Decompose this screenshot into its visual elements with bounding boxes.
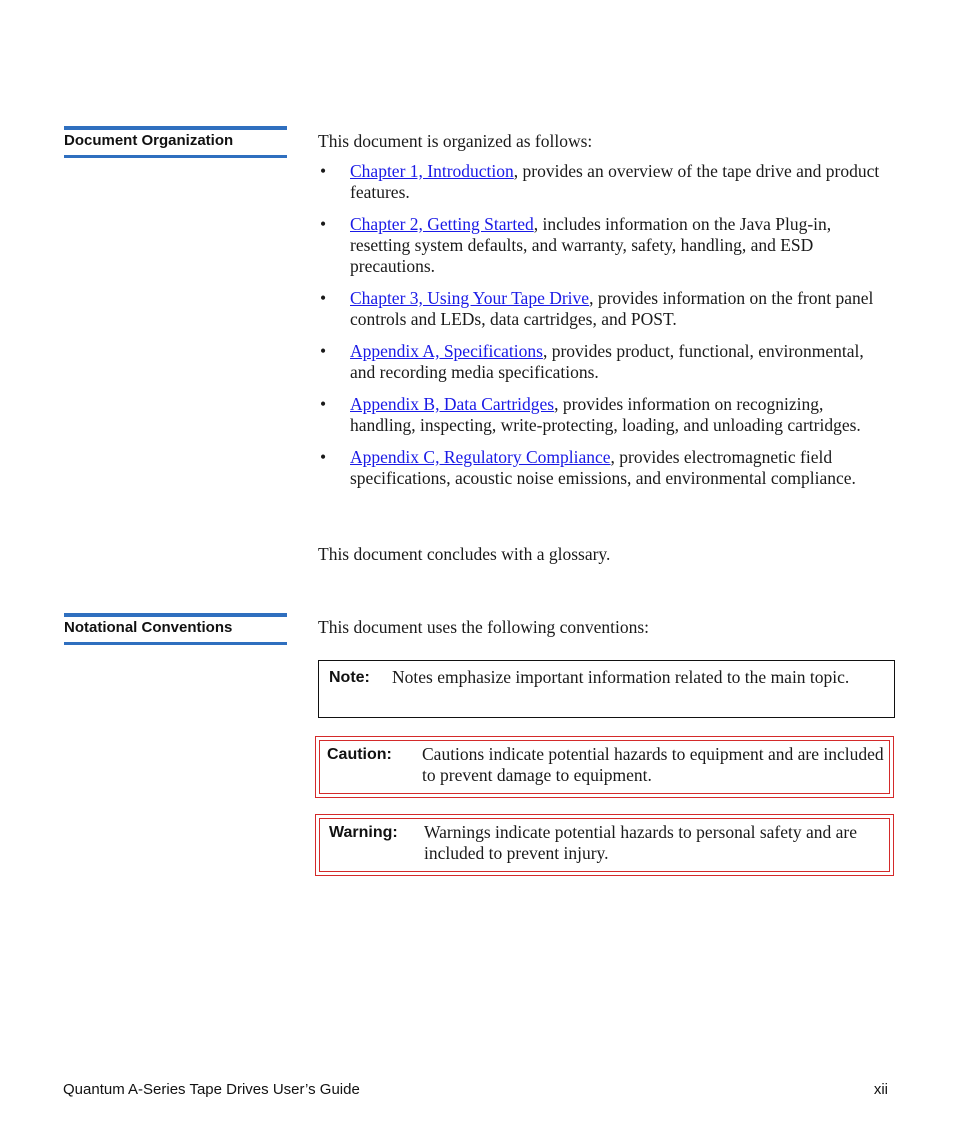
section-heading-notational-conventions bbox=[64, 613, 287, 645]
list-item-text: , provides electromagnetic field specifications, acoustic noise emissions, and environmental compliance. bbox=[350, 447, 856, 488]
bullet-icon: • bbox=[320, 394, 327, 414]
chapter-1-link[interactable]: Chapter 1, Introduction bbox=[350, 161, 514, 181]
bullet-icon: • bbox=[320, 288, 327, 308]
organization-list bbox=[318, 161, 893, 500]
bullet-icon: • bbox=[320, 447, 327, 467]
caution-box bbox=[315, 736, 894, 798]
list-item bbox=[318, 447, 893, 489]
section-heading-label: Notational Conventions bbox=[64, 619, 233, 636]
organization-conclusion: This document concludes with a glossary. bbox=[318, 544, 611, 564]
list-item-text: , provides product, functional, environmental, and recording media specifications. bbox=[350, 341, 864, 382]
note-text: Notes emphasize important information related to the main topic. bbox=[392, 667, 850, 687]
list-item bbox=[318, 341, 893, 383]
conventions-intro: This document uses the following conventions: bbox=[318, 617, 649, 637]
note-box bbox=[318, 660, 895, 718]
page-number: xii bbox=[873, 1081, 888, 1098]
list-item-text: , includes information on the Java Plug-in, resetting system defaults, and warranty, safety, handling, and ESD precautions. bbox=[350, 214, 832, 276]
chapter-3-link[interactable]: Chapter 3, Using Your Tape Drive bbox=[350, 288, 590, 308]
appendix-b-link[interactable]: Appendix B, Data Cartridges bbox=[350, 394, 555, 414]
list-item-text: , provides an overview of the tape drive and product features. bbox=[350, 161, 880, 202]
section-heading-label: Document Organization bbox=[64, 132, 234, 149]
caution-label: Caution: bbox=[327, 746, 392, 763]
list-item bbox=[318, 161, 893, 203]
chapter-2-link[interactable]: Chapter 2, Getting Started bbox=[350, 214, 534, 234]
bullet-icon: • bbox=[320, 161, 327, 181]
list-item bbox=[318, 288, 893, 330]
footer-title: Quantum A-Series Tape Drives User’s Guide bbox=[63, 1081, 360, 1098]
bullet-icon: • bbox=[320, 341, 327, 361]
note-label: Note: bbox=[329, 669, 370, 686]
appendix-c-link[interactable]: Appendix C, Regulatory Compliance bbox=[350, 447, 611, 467]
list-item bbox=[318, 214, 893, 277]
warning-label: Warning: bbox=[329, 824, 398, 841]
appendix-a-link[interactable]: Appendix A, Specifications bbox=[350, 341, 543, 361]
warning-box bbox=[315, 814, 894, 876]
bullet-icon: • bbox=[320, 214, 327, 234]
warning-text: Warnings indicate potential hazards to personal safety and are included to prevent injury. bbox=[424, 822, 858, 863]
section-heading-document-organization bbox=[64, 126, 287, 158]
caution-text: Cautions indicate potential hazards to equipment and are included to prevent damage to equipment. bbox=[422, 744, 884, 785]
organization-intro: This document is organized as follows: bbox=[318, 131, 593, 151]
list-item bbox=[318, 394, 893, 436]
list-item-text: , provides information on recognizing, handling, inspecting, write-protecting, loading, and unloading cartridges. bbox=[350, 394, 861, 435]
list-item-text: , provides information on the front panel controls and LEDs, data cartridges, and POST. bbox=[350, 288, 874, 329]
